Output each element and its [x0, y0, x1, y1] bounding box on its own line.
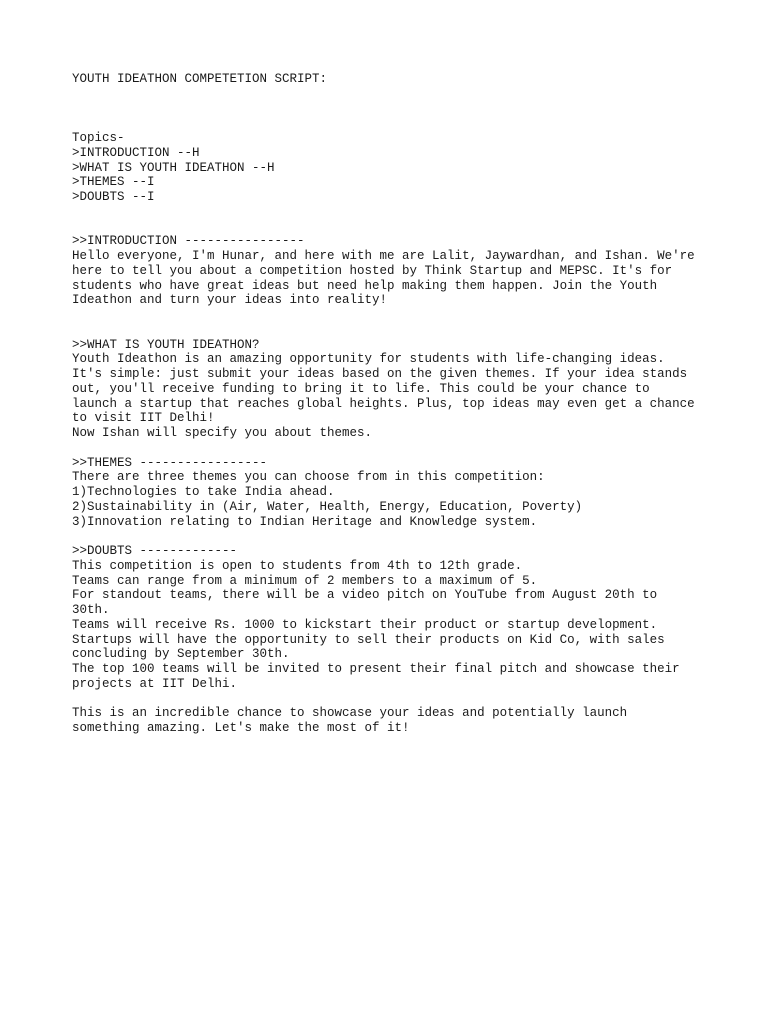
- themes-heading: >>THEMES -----------------: [72, 455, 268, 470]
- what-is-line: It's simple: just submit your ideas based on the given themes. If your idea stands: [72, 367, 688, 381]
- topic-item: >THEMES --I: [72, 175, 155, 190]
- spacer: [72, 323, 732, 338]
- doubts-line: projects at IIT Delhi.: [72, 676, 238, 691]
- what-is-line: launch a startup that reaches global heights. Plus, top ideas may even get a chance: [72, 396, 695, 411]
- spacer: [72, 529, 732, 544]
- spacer: [72, 692, 732, 707]
- spacer: [72, 116, 732, 131]
- topic-item: >DOUBTS --I: [72, 190, 155, 204]
- topic-item: >WHAT IS YOUTH IDEATHON --H: [72, 160, 275, 175]
- introduction-line: students who have great ideas but need help making them happen. Join the Youth: [72, 278, 658, 293]
- what-is-line: out, you'll receive funding to bring it to life. This could be your chance to: [72, 381, 650, 396]
- spacer: [72, 87, 732, 102]
- doubts-line: Startups will have the opportunity to sell their products on Kid Co, with sales: [72, 632, 665, 647]
- spacer: [72, 308, 732, 323]
- doubts-heading: >>DOUBTS -------------: [72, 544, 238, 558]
- introduction-line: Hello everyone, I'm Hunar, and here with me are Lalit, Jaywardhan, and Ishan. We're: [72, 249, 695, 263]
- document-title: YOUTH IDEATHON COMPETETION SCRIPT:: [72, 72, 328, 86]
- introduction-line: here to tell you about a competition hosted by Think Startup and MEPSC. It's for: [72, 263, 673, 278]
- spacer: [72, 220, 732, 235]
- what-is-line: Youth Ideathon is an amazing opportunity for students with life-changing ideas.: [72, 352, 665, 367]
- themes-line: There are three themes you can choose from in this competition:: [72, 470, 545, 485]
- spacer: [72, 102, 732, 117]
- introduction-heading: >>INTRODUCTION ----------------: [72, 234, 305, 249]
- what-is-line: Now Ishan will specify you about themes.: [72, 426, 373, 440]
- doubts-line: 30th.: [72, 603, 110, 617]
- spacer: [72, 441, 732, 456]
- theme-item: 1)Technologies to take India ahead.: [72, 485, 335, 499]
- theme-item: 2)Sustainability in (Air, Water, Health, Energy, Education, Poverty): [72, 499, 583, 514]
- document-page: [72, 72, 732, 736]
- doubts-line: Teams can range from a minimum of 2 members to a maximum of 5.: [72, 573, 538, 588]
- doubts-line: For standout teams, there will be a video pitch on YouTube from August 20th to: [72, 588, 658, 603]
- theme-item: 3)Innovation relating to Indian Heritage and Knowledge system.: [72, 514, 538, 529]
- doubts-line: Teams will receive Rs. 1000 to kickstart their product or startup development.: [72, 617, 658, 632]
- doubts-line: This competition is open to students from 4th to 12th grade.: [72, 558, 523, 573]
- topics-heading: Topics-: [72, 131, 125, 145]
- introduction-line: Ideathon and turn your ideas into reality!: [72, 293, 388, 308]
- spacer: [72, 205, 732, 220]
- doubts-line: concluding by September 30th.: [72, 647, 290, 662]
- what-is-heading: >>WHAT IS YOUTH IDEATHON?: [72, 337, 260, 352]
- topic-item: >INTRODUCTION --H: [72, 145, 200, 160]
- what-is-line: to visit IIT Delhi!: [72, 411, 215, 426]
- closing-line: something amazing. Let's make the most of it!: [72, 721, 410, 735]
- closing-line: This is an incredible chance to showcase your ideas and potentially launch: [72, 706, 628, 721]
- doubts-line: The top 100 teams will be invited to present their final pitch and showcase their: [72, 662, 680, 676]
